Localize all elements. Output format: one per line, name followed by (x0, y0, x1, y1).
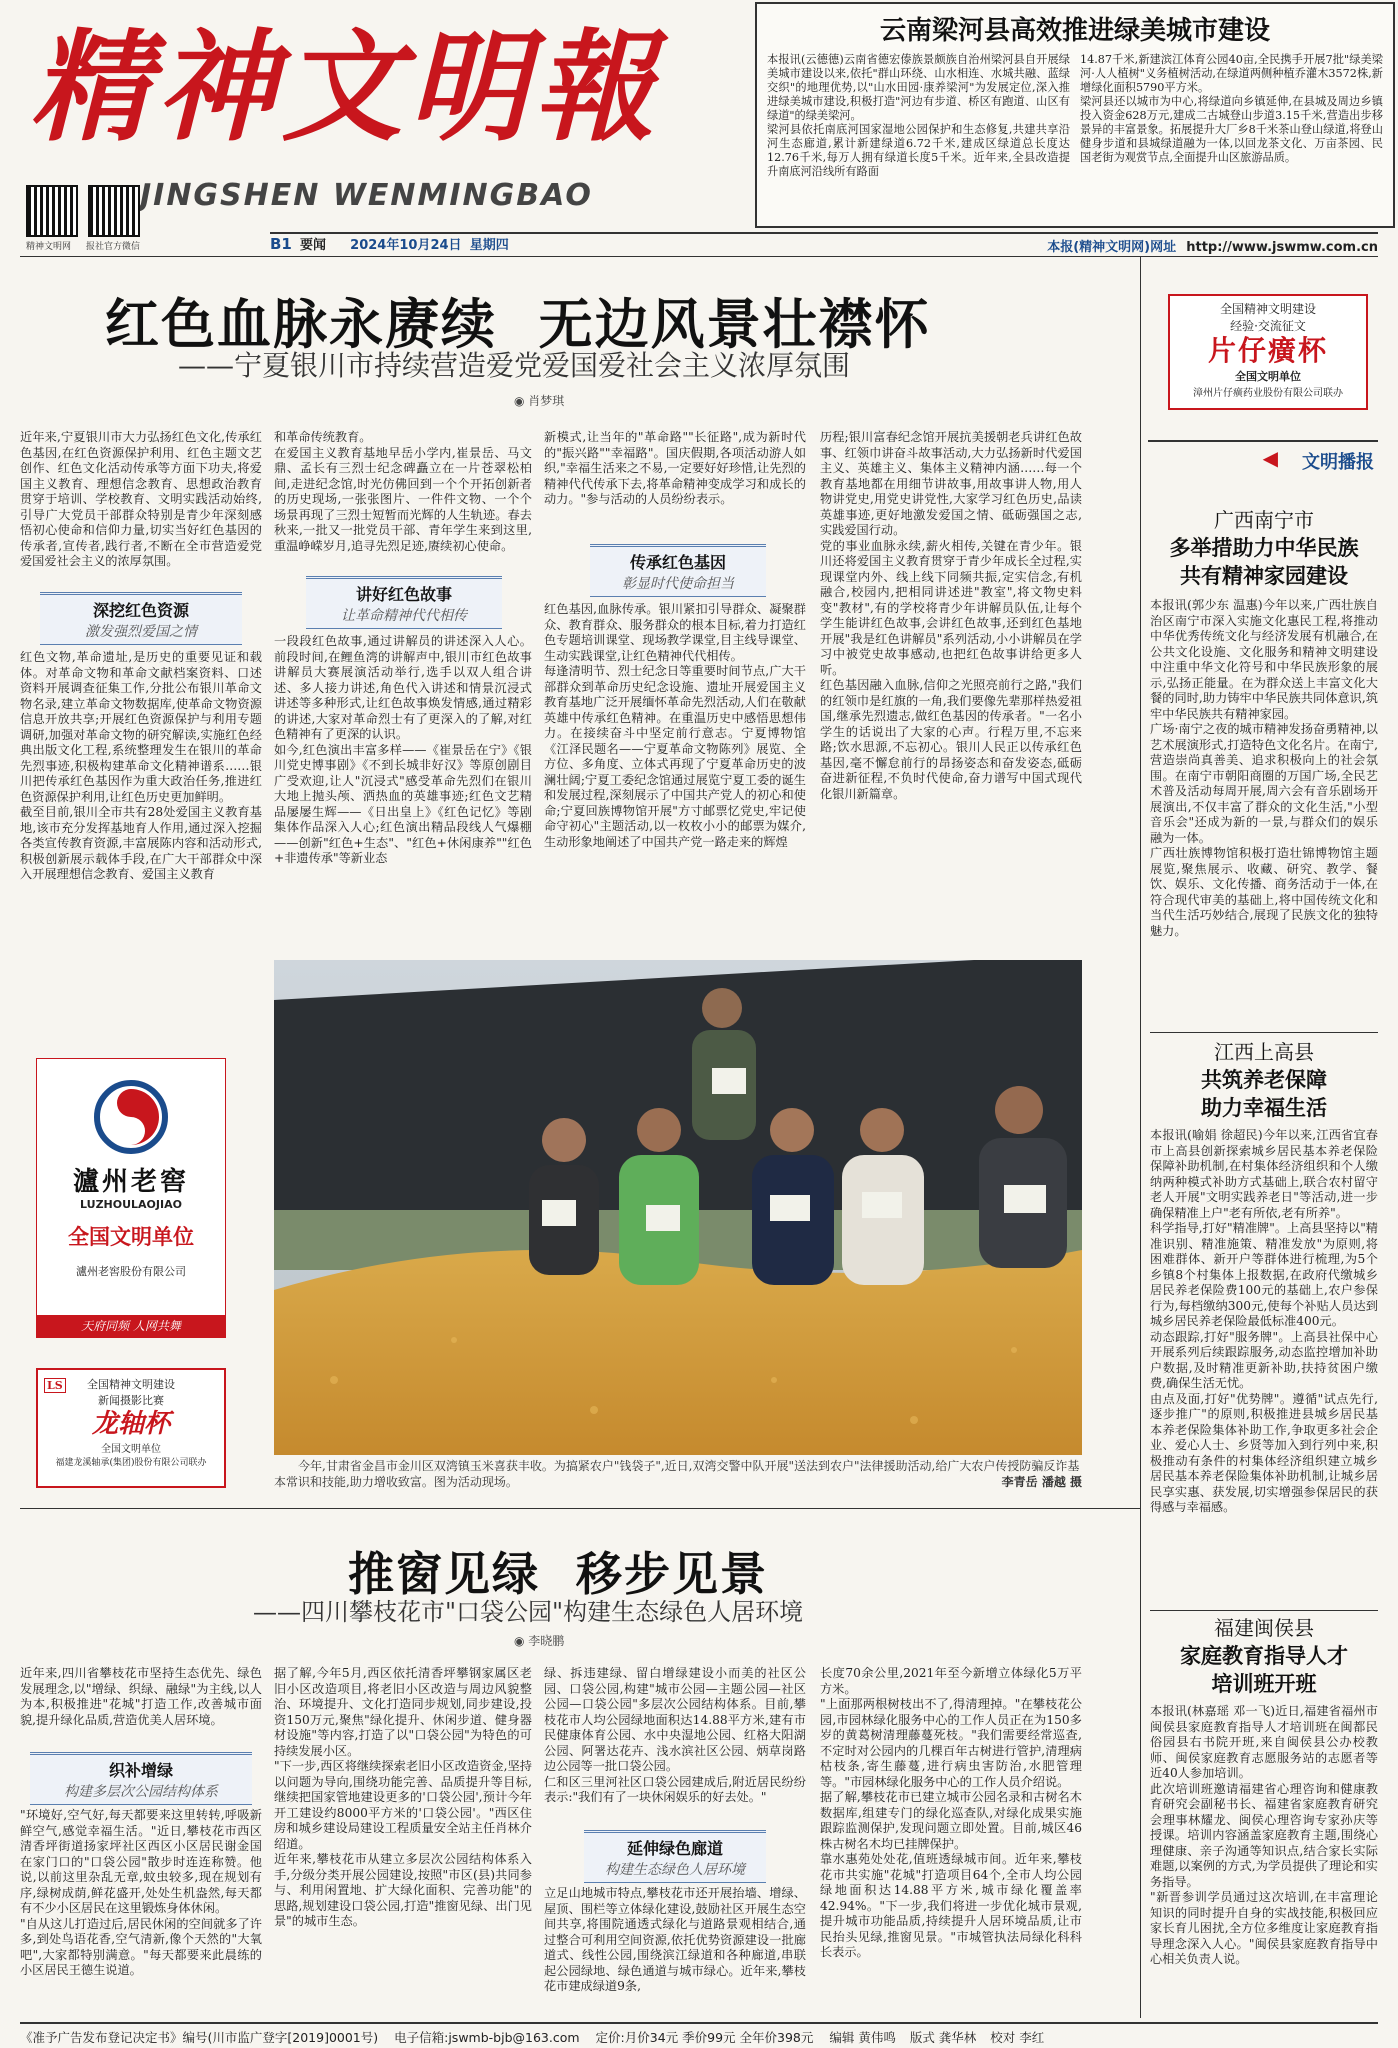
lead-col2b: 一段段红色故事,通过讲解员的讲述深入人心。前段时间,在鲤鱼湾的讲解声中,银川市红色故事讲解员大赛展演活动举行,选手以双人组合讲述、多人接力讲述,角色代入讲述和情景沉浸式讲述等多种形式,让红色故事焕发情感,通过精彩的讲述,大家对革命烈士有了更深入的了解,对红色精神有了更深的认识。 如今,红色演出丰富多样——《崔景岳在宁》《银川党史博事剧》《不到长城非好汉》等原创剧目广受欢迎,让人"沉浸式"感受革命先烈们在银川大地上抛头颅、洒热血的英雄事迹;红色文艺精品屡屡生辉——《日出皇上》《红色记忆》等剧集体作品深入人心;红色演出精品段线人气爆棚——创新"红色+生态"、"红色+休闲康养""红色+非遗传承"等新业态 (274, 634, 532, 865)
footer-editor: 编辑 黄伟鸣 (829, 2030, 896, 2045)
ad-longzhou[interactable]: LS 全国精神文明建设 新闻摄影比赛 龙轴杯 全国文明单位 福建龙溪轴承(集团)股份有限公司联办 (36, 1368, 226, 1488)
sidebar-item-body: 本报讯(林嘉瑶 邓一飞)近日,福建省福州市闽侯县家庭教育指导人才培训班在闽都民俗园县右书院开班,来自闽侯县公办校教师、闽侯家庭教育志愿服务站的志愿者等近40人参加培训。 此次培训班邀请福建省心理咨询和健康教育研究会副秘书长、福建省家庭教育研究会理事林耀龙、闽侯心理咨询专家孙庆等授课。培训内容涵盖家庭教育主题,围绕心理健康、亲子沟通等知识点,结合家长实际难题,以案例的方式,为学员提供了理论和实务指导。 "新晋参训学员通过这次培训,在丰富理论知识的同时提升自身的实战技能,积极回应家长育儿困扰,全方位多维度让家庭教育指导理念深入人心。"闽侯县家庭教育指导中心相关负责人说。 (1150, 1704, 1378, 1966)
footer-license: 《准予广告发布登记决定书》编号(川市监广登字[2019]0001号) (20, 2030, 379, 2045)
sidebar-item-body: 本报讯(郭少东 温惠)今年以来,广西壮族自治区南宁市深入实施文化惠民工程,将推动中华优秀传统文化与经济发展有机融合,在公共文化设施、文化服务和精神文明建设中注重中华文化符号和中华民族形象的展示,弘扬正能量。在为群众送上丰富文化大餐的同时,助力铸牢中华民族共同体意识,筑牢中华民族共有精神家园。 广场·南宁之夜的城市精神发扬奋勇精神,以艺术展演形式,打造特色文化名片。在南宁,营造崇尚真善美、追求积极向上的社会氛围。在南宁市朝阳商圈的万国广场,全民艺术普及活动每周开展,周六会有音乐剧场开展演出,不仅丰富了群众的文化生活,"小型音乐会"还成为新的一景,与群众们的娱乐融为一体。 广西壮族博物馆积极打造壮锦博物馆主题展览,聚焦展示、收藏、研究、教学、餐饮、娱乐、文化传播、商务活动于一体,在符合现代审美的基础上,将中国传统文化和当代生活巧妙结合,展现了民族文化的独特魅力。 (1150, 598, 1378, 938)
masthead-pinyin: JINGSHEN WENMINGBAO (140, 178, 593, 213)
second-col4: 长度70余公里,2021年至今新增立体绿化5万平方米。 "上面那两根树枝出不了,得清理掉。"在攀枝花公园,市园林绿化服务中心的工作人员正在为150多岁的黄葛树清理藤蔓死枝。"我们需要经常巡查,不定时对公园内的几棵百年古树进行管护,清理病枯枝条,寄生藤蔓,进行病虫害防治,水肥管理等。"市园林绿化服务中心的工作人员介绍说。 据了解,攀枝花市已建立城市公园名录和古树名木数据库,组建专门的绿化巡查队,对绿化成果实施跟踪监测保护,发现问题立即处置。目前,城区46株古树名木均已挂牌保护。 靠水惠苑处处花,值班透绿城市间。近年来,攀枝花市共实施"花城"打造项目64个,全市人均公园绿地面积达14.88平方米,城市绿化覆盖率42.94%。"下一步,我们将进一步优化城市景观,提升城市功能品质,持续提升人居环境品质,让市民抬头见绿,推窗见景。"市城管执法局绿化科科长表示。 (820, 1666, 1082, 1959)
top-story-title: 云南梁河县高效推进绿美城市建设 (879, 16, 1270, 46)
site-url[interactable]: http://www.jswmw.com.cn (1186, 240, 1378, 255)
banner-wenming: ◀ 文明播报 (1148, 440, 1378, 474)
sidebar-item-place: 福建闽侯县 (1214, 1616, 1314, 1640)
lead-subhead: 深挖红色资源 激发强烈爱国之情 (40, 592, 242, 645)
lead-col4: 历程;银川富春纪念馆开展抗美援朝老兵讲红色故事、红领巾讲奋斗故事活动,大力弘扬新时代爱国主义、英雄主义、集体主义精神内涵……每一个教育基地都在用细节讲故事,用故事讲人物,用人物讲党史,用党史讲党性,大家学习红色历史,品读英雄事迹,更好地激发爱国之情、砥砺强国之志,实践爱国行动。 党的事业血脉永续,薪火相传,关键在青少年。银川还将爱国主义教育贯穿于青少年成长全过程,实现课堂内外、线上线下同频共振,定实信念,有机融合,校园内,把相同讲述进"教室",将文物史料变"教材",有的学校将青少年讲解员队伍,让每个学生能讲红色故事,会讲红色故事,还到红色基地开展"我是红色讲解员"系列活动,小小讲解员在学习中被党史故事感动,也把红色故事讲给更多人听。 红色基因融入血脉,信仰之光照亮前行之路,"我们的红领巾是红旗的一角,我们要像先辈那样热爱祖国,继承先烈遗志,做红色基因的传承者。"一名小学生的话说出了大家的心声。行程万里,不忘来路;饮水思源,不忘初心。银川人民正以传承红色基因,毫不懈怠前行的昂扬姿态和奋发姿态,砥砺奋进新征程,不负时代使命,奋力谱写中国式现代化银川新篇章。 (820, 430, 1082, 801)
top-story-col: 14.87千米,新建滨江体育公园40亩,全民携手开展7批"绿美梁河·人人植树"义务植树活动,在绿道两侧种植乔灌木3572株,新增绿化面积5790平方米。 梁河县还以城市为中心,将绿道向乡镇延伸,在县城及周边乡镇投入资金628万元,建成二古城登山步道3.15千米,营造出步移景异的丰富景象。拓展提升大厂乡8千米茶山登山绿道,将登山健身步道和县城绿道融为一体,以回龙茶文化、万亩茶园、民国老街为观赏节点,全面提升山区旅游品质。 (1080, 53, 1383, 164)
pen-icon: ◉ (514, 394, 529, 408)
lead-col1b: 红色文物,革命遗址,是历史的重要见证和载体。对革命文物和革命文献档案资料、口述资料开展调查征集工作,分批公布银川革命文物名录,建立革命文物数据库,使革命文物资源信息开放共享;开展红色资源保护与利用专题调研,加强对革命文物的研究解读,实施红色经典出版文化工程,系统整理发生在银川的革命先烈事迹,积极构建革命文化精神谱系……银川把传承红色基因作为重大政治任务,推进红色资源保护利用,让红色历史更加鲜明。 截至目前,银川全市共有28处爱国主义教育基地,该市充分发挥基地育人作用,通过深入挖掘各类宣传教育资源,丰富展陈内容和活动形式,积极创新展示载体手段,在广大干部群众中深入开展理想信念教育、爱国主义教育 (20, 650, 262, 881)
second-subhead: 延伸绿色廊道 构建生态绿色人居环境 (584, 1830, 766, 1883)
second-col1b: "环境好,空气好,每天都要来这里转转,呼吸新鲜空气,感觉幸福生活。"近日,攀枝花市西区清香坪街道扬家坪社区西区小区居民谢金国在家门口的"口袋公园"散步时连连称赞。他说,以前这里杂乱无章,蚊虫较多,现在规划有序,绿树成荫,鲜花盛开,处处生机盎然,每天都有不少小区居民在这里锻炼身体休闲。 "自从这儿打造过后,居民休闲的空间就多了许多,到处鸟语花香,空气清新,像个天然的"大氧吧",大家都特别满意。"每天都要来此晨练的小区居民王德生说道。 (20, 1808, 262, 1977)
qr-code-icon[interactable] (88, 185, 140, 237)
top-story-box (755, 2, 1395, 228)
sidebar-item-title: 家庭教育指导人才 (1180, 1644, 1348, 1668)
sidebar-item-body: 本报讯(喻娟 徐超民)今年以来,江西省宜春市上高县创新探索城乡居民基本养老保险保障补助机制,在村集体经济组织和个人缴纳两种模式补助方式基础上,联合农村留守老人开展"文明实践养老日"等活动,进一步确保精准上户"老有所依,老有所养"。 科学指导,打好"精准牌"。上高县坚持以"精准识别、精准施策、精准发放"为原则,将困难群体、新开户等群体进行梳理,为5个乡镇8个村集体上报数据,在政府代缴城乡居民养老保险费100元的基础上,农户参保行为,每档缴纳300元,使每个补贴人员达到城乡居民养老保险最低标准400元。 动态跟踪,打好"服务牌"。上高县社保中心开展系列后续跟踪服务,动态监控增加补助户数据,及时精准更新补助,扶持贫困户缴费,确保生活无忧。 由点及面,打好"优势牌"。遵循"试点先行,逐步推广"的原则,积极推进县城乡居民基本养老保险集体补助工作,争取更多社会企业、爱心人士、乡贤等加入到行列中来,积极推动有条件的村集体经济组织建立城乡居民基本养老保险集体补助机制,让城乡居民享实惠、获发展,切实增强参保居民的获得感与幸福感。 (1150, 1128, 1378, 1514)
harvest-photo (274, 960, 1082, 1455)
lead-author: ◉ 肖梦琪 (514, 394, 565, 408)
ls-logo-icon: LS (44, 1378, 66, 1393)
divider (1150, 1032, 1378, 1033)
page-number: B1 (270, 235, 292, 253)
divider (20, 256, 1378, 257)
lead-subhead: 传承红色基因 彰显时代使命担当 (590, 544, 766, 597)
second-col3b: 立足山地城市特点,攀枝花市还开展抬墙、增绿、屋顶、围栏等立体绿化建设,鼓励社区开展生态空间共享,将围院通透式绿化与道路景观相结合,通过整合可利用空间资源,依托优势资源建设一批廊道式、线性公园,围绕滨江绿道和各种廊道,串联起公园绿地、绿色通道与城市绿心。近年来,攀枝花市建成绿道9条, (544, 1886, 806, 1993)
footer-proof: 校对 李红 (990, 2030, 1045, 2045)
speaker-icon: ◀ (1262, 446, 1278, 470)
sidebar-item-title: 共有精神家园建设 (1180, 564, 1348, 588)
lead-col1a: 近年来,宁夏银川市大力弘扬红色文化,传承红色基因,在红色资源保护利用、红色主题文艺创作、红色文化活动传承等方面下功夫,将爱国主义教育、理想信念教育、思想政治教育贯穿于培训、学校教育、文明实践活动始终,引导广大党员干部群众特别是青少年深刻感悟初心使命和信仰力量,切实当好红色基因的传承者,宣传者,践行者,不断在全市营造爱党爱国爱社会主义的浓厚氛围。 (20, 430, 262, 568)
pen-icon: ◉ (514, 1634, 529, 1648)
news-photo (274, 960, 1082, 1455)
photo-caption: 今年,甘肃省金昌市金川区双湾镇玉米喜获丰收。为搞紧农户"钱袋子",近日,双湾交警中队开展"送法到农户"法律援助活动,给广大农户传授防骗反诈基本常识和技能,助力增收致富。图为活动现场。 李青岳 潘越 摄 (274, 1459, 1082, 1489)
ad-luzhoulaojiao[interactable]: 瀘州老窖 LUZHOULAOJIAO 全国文明单位 瀘州老窖股份有限公司 天府同频 人网共舞 (36, 1058, 226, 1338)
masthead-logo (20, 8, 720, 178)
ad-brand: 片仔癀杯 (1207, 334, 1328, 367)
sidebar-item-title: 多举措助力中华民族 (1169, 536, 1359, 560)
footer-email[interactable]: 电子信箱:jswmb-bjb@163.com (394, 2030, 580, 2045)
second-subtitle: ——四川攀枝花市"口袋公园"构建生态绿色人居环境 (253, 1598, 804, 1626)
lead-col3b: 红色基因,血脉传承。银川紧扣引导群众、凝聚群众、教育群众、服务群众的根本目标,着力打造红色专题培训课堂、现场教学课堂,目主线导课堂、生动实践课堂,让红色精神代代相传。 每逢清明节、烈士纪念日等重要时间节点,广大干部群众到革命历史纪念设施、遗址开展爱国主义教育基地广泛开展缅怀革命先烈活动,人们在敬献英雄中传承红色精神。在重温历史中感悟思想伟力。在接续奋斗中坚定前行意志。宁夏博物馆《江泽民题名——宁夏革命文物陈列》展览、全方位、多角度、立体式再现了宁夏革命历史的波澜壮阔;宁夏工委纪念馆通过展览宁夏工委的诞生和发展过程,深刻展示了中国共产党人的初心和使命;宁夏回族博物馆开展"方寸邮票忆党史,牢记使命守初心"主题活动,以一枚枚小小的邮票为媒介,生动形象地阐述了中国共产党一路走来的辉煌 (544, 602, 806, 849)
footer-price: 定价:月价34元 季价99元 全年价398元 (595, 2030, 814, 2045)
qr-code-icon[interactable] (26, 185, 78, 237)
lead-col3a: 新模式,让当年的"革命路""长征路",成为新时代的"振兴路""幸福路"。国庆假期,各项活动游人如织,"幸福生活来之不易,一定要好好珍惜,让先烈的精神代代传承下去,将革命精神变成学习和成长的动力。"参与活动的人员纷纷表示。 (544, 430, 806, 506)
second-subhead: 织补增绿 构建多层次公园结构体系 (30, 1752, 252, 1805)
second-title: 推窗见绿 移步见景 (348, 1547, 769, 1601)
weekday: 星期四 (469, 238, 509, 253)
footer (20, 2022, 1378, 2046)
site-label: 本报(精神文明网)网址 (1047, 240, 1177, 255)
lead-subhead: 讲好红色故事 让革命精神代代相传 (306, 576, 502, 629)
sidebar-item-place: 江西上高县 (1214, 1040, 1314, 1064)
sidebar-item-title: 共筑养老保障 (1201, 1068, 1327, 1092)
luzhou-logo-icon (91, 1077, 171, 1157)
section-name: 要闻 (300, 238, 327, 253)
dateline (270, 232, 1378, 254)
lead-col2a: 和革命传统教育。 在爱国主义教育基地早岳小学内,崔景岳、马文鼎、孟长有三烈士纪念碑矗立在一片苍翠松柏间,走进纪念馆,时光仿佛回到一个个开拓创新者的历史现场,一张张图片、一件件文物、一个个场景再现了三烈士短暂而光辉的人生轨迹。春去秋来,一批又一批党员干部、青年学生来到这里,重温峥嵘岁月,追寻先烈足迹,赓续初心使命。 (274, 430, 532, 553)
photo-credit: 李青岳 潘越 摄 (1001, 1475, 1082, 1489)
qr-label: 报社官方微信 (86, 242, 141, 252)
sidebar-item-place: 广西南宁市 (1214, 508, 1314, 532)
top-story-col: 本报讯(云德德)云南省德宏傣族景颇族自治州梁河县自开展绿美城市建设以来,依托"群山环绕、山水相连、水城共融、蓝绿交织"的地理优势,以"山水田园·康养梁河"为发展定位,深入推进绿美城市建设,积极打造"河边有步道、桥区有跑道、山区有绿道"的绿美梁河。 梁河县依托南底河国家湿地公园保护和生态修复,共建共享沿河生态廊道,累计新建绿道6.72千米,建成区绿道总长度达12.76千米,每万人拥有绿道长度5千米。近年来,全县改造提升南底河沿线所有路面 (767, 53, 1070, 178)
divider (1150, 1610, 1378, 1611)
second-col3: 绿、拆违建绿、留白增绿建设小而美的社区公园、口袋公园,构建"城市公园—主题公园—社区公园—口袋公园"多层次公园结构体系。目前,攀枝花市人均公园绿地面积达14.88平方米,建有市民健康体育公园、水中央湿地公园、红格大阳湖公园、阿署达花卉、浅水滨社区公园、炳草岗路边公园等一批口袋公园。 仁和区三里河社区口袋公园建成后,附近居民纷纷表示:"我们有了一块休闲娱乐的好去处。" (544, 1666, 806, 1804)
second-author: ◉ 李晓鹏 (514, 1634, 565, 1648)
sidebar-item-title: 助力幸福生活 (1201, 1096, 1327, 1120)
divider (20, 1508, 1140, 1509)
second-col1: 近年来,四川省攀枝花市坚持生态优先、绿色发展理念,以"增绿、织绿、融绿"为主线,以人为本,积极推进"花城"打造工作,改善城市面貌,提升绿化品质,营造优美人居环境。 (20, 1666, 262, 1727)
sidebar-item-title: 培训班开班 (1211, 1672, 1317, 1696)
second-col2: 据了解,今年5月,西区依托清香坪攀钢家属区老旧小区改造项目,将老旧小区改造与周边风貌整治、环境提升、文化打造同步规划,同步建设,投资150万元,聚焦"绿化提升、休闲步道、健身器材设施"等内容,打造了以"口袋公园"为特色的可持续发展小区。 "下一步,西区将继续探索老旧小区改造资金,坚持以问题为导向,围绕功能完善、品质提升等目标,继续把国家管地建设更多的'口袋公园',预计今年开工建设约8000平方米的'口袋公园'。"西区住房和城乡建设局建设工程质量安全站主任肖林介绍道。 近年来,攀枝花市从建立多层次公园结构体系入手,分级分类开展公园建设,按照"市区(县)共同参与、利用闲置地、扩大绿化面积、完善功能"的思路,规划建设口袋公园,打造"推窗见绿、出门见景"的城市生态。 (274, 1666, 532, 1928)
ad-slogan-bar: 天府同频 人网共舞 (37, 1315, 225, 1337)
qr-label: 精神文明网 (26, 242, 72, 252)
footer-layout: 版式 龚华林 (909, 2030, 977, 2045)
issue-date: 2024年10月24日 (350, 238, 462, 253)
lead-subtitle: ——宁夏银川市持续营造爱党爱国爱社会主义浓厚氛围 (178, 349, 851, 382)
sidebar-divider (1140, 256, 1141, 2018)
lead-title: 红色血脉永赓续 无边风景壮襟怀 (105, 293, 931, 356)
ad-pianzaihuang[interactable]: 全国精神文明建设 经验·交流征文 片仔癀杯 全国文明单位 漳州片仔癀药业股份有限公司联办 (1168, 294, 1368, 410)
masthead-title: 精神文明報 (30, 17, 660, 158)
